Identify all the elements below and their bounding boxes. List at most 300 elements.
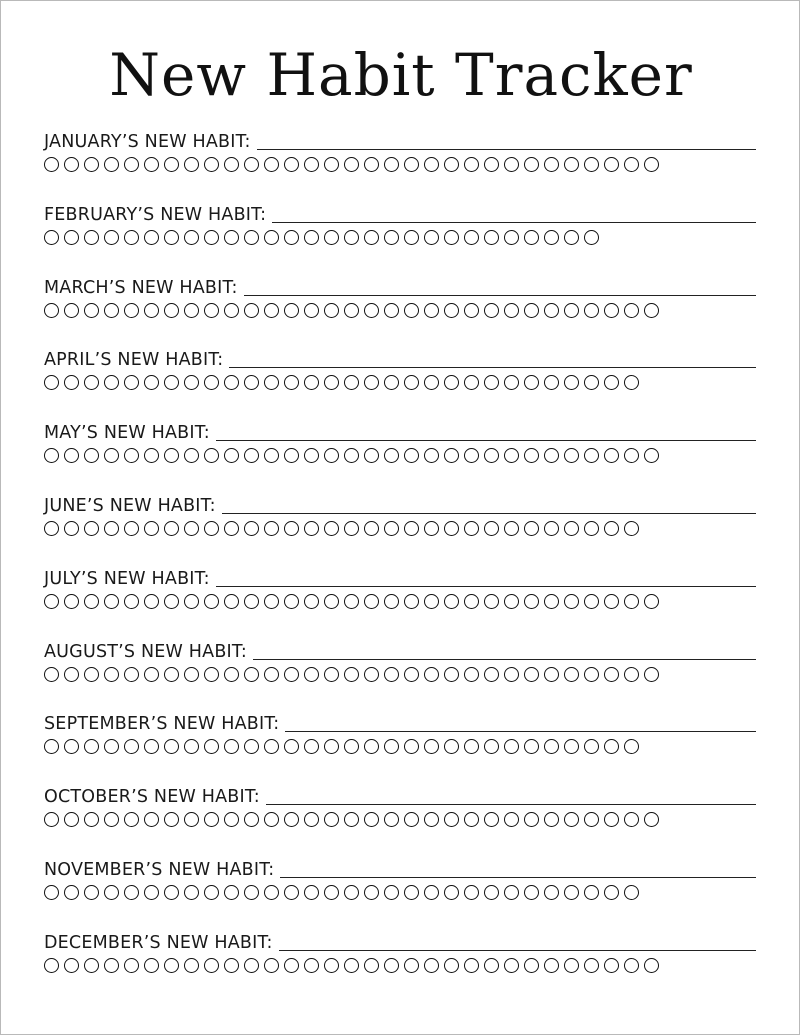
day-circle[interactable] xyxy=(564,958,579,973)
day-circle[interactable] xyxy=(564,667,579,682)
day-circle[interactable] xyxy=(324,739,339,754)
day-circle[interactable] xyxy=(324,885,339,900)
day-circle[interactable] xyxy=(244,667,259,682)
day-circle[interactable] xyxy=(364,157,379,172)
day-circle[interactable] xyxy=(424,594,439,609)
day-circle[interactable] xyxy=(304,230,319,245)
day-circle[interactable] xyxy=(464,303,479,318)
day-circle[interactable] xyxy=(624,521,639,536)
day-circle[interactable] xyxy=(364,303,379,318)
day-circle[interactable] xyxy=(124,303,139,318)
day-circle[interactable] xyxy=(264,521,279,536)
day-circle[interactable] xyxy=(44,958,59,973)
day-circle[interactable] xyxy=(124,157,139,172)
day-circle[interactable] xyxy=(384,521,399,536)
day-circle[interactable] xyxy=(284,230,299,245)
day-circle[interactable] xyxy=(544,230,559,245)
day-circle[interactable] xyxy=(124,739,139,754)
day-circle[interactable] xyxy=(344,521,359,536)
day-circle[interactable] xyxy=(404,958,419,973)
day-circle[interactable] xyxy=(104,812,119,827)
day-circle[interactable] xyxy=(364,739,379,754)
day-circle[interactable] xyxy=(204,230,219,245)
day-circle[interactable] xyxy=(184,667,199,682)
day-circle[interactable] xyxy=(164,375,179,390)
day-circle[interactable] xyxy=(224,885,239,900)
day-circle[interactable] xyxy=(544,667,559,682)
day-circle[interactable] xyxy=(644,594,659,609)
day-circle[interactable] xyxy=(184,812,199,827)
day-circle[interactable] xyxy=(364,230,379,245)
day-circle[interactable] xyxy=(264,157,279,172)
day-circle[interactable] xyxy=(204,521,219,536)
day-circle[interactable] xyxy=(224,230,239,245)
day-circle[interactable] xyxy=(504,157,519,172)
day-circle[interactable] xyxy=(84,303,99,318)
habit-write-in-line[interactable] xyxy=(253,659,756,660)
day-circle[interactable] xyxy=(124,885,139,900)
day-circle[interactable] xyxy=(524,885,539,900)
day-circle[interactable] xyxy=(504,812,519,827)
day-circle[interactable] xyxy=(84,157,99,172)
day-circle[interactable] xyxy=(384,375,399,390)
day-circle[interactable] xyxy=(44,303,59,318)
day-circle[interactable] xyxy=(84,958,99,973)
day-circle[interactable] xyxy=(464,885,479,900)
day-circle[interactable] xyxy=(524,667,539,682)
day-circle[interactable] xyxy=(244,303,259,318)
day-circle[interactable] xyxy=(604,521,619,536)
day-circle[interactable] xyxy=(224,375,239,390)
day-circle[interactable] xyxy=(424,375,439,390)
day-circle[interactable] xyxy=(284,667,299,682)
day-circle[interactable] xyxy=(624,667,639,682)
day-circle[interactable] xyxy=(424,667,439,682)
day-circle[interactable] xyxy=(44,594,59,609)
day-circle[interactable] xyxy=(324,375,339,390)
day-circle[interactable] xyxy=(144,667,159,682)
day-circle[interactable] xyxy=(484,739,499,754)
day-circle[interactable] xyxy=(344,157,359,172)
day-circle[interactable] xyxy=(604,448,619,463)
day-circle[interactable] xyxy=(484,448,499,463)
day-circle[interactable] xyxy=(84,448,99,463)
day-circle[interactable] xyxy=(624,885,639,900)
day-circle[interactable] xyxy=(64,958,79,973)
day-circle[interactable] xyxy=(104,157,119,172)
day-circle[interactable] xyxy=(364,812,379,827)
day-circle[interactable] xyxy=(464,739,479,754)
day-circle[interactable] xyxy=(304,448,319,463)
day-circle[interactable] xyxy=(484,521,499,536)
day-circle[interactable] xyxy=(524,812,539,827)
day-circle[interactable] xyxy=(84,230,99,245)
day-circle[interactable] xyxy=(304,375,319,390)
day-circle[interactable] xyxy=(384,157,399,172)
day-circle[interactable] xyxy=(464,230,479,245)
day-circle[interactable] xyxy=(324,230,339,245)
day-circle[interactable] xyxy=(564,812,579,827)
day-circle[interactable] xyxy=(44,667,59,682)
day-circle[interactable] xyxy=(524,448,539,463)
day-circle[interactable] xyxy=(84,521,99,536)
day-circle[interactable] xyxy=(64,885,79,900)
day-circle[interactable] xyxy=(384,958,399,973)
day-circle[interactable] xyxy=(264,739,279,754)
day-circle[interactable] xyxy=(564,157,579,172)
day-circle[interactable] xyxy=(64,303,79,318)
day-circle[interactable] xyxy=(564,375,579,390)
day-circle[interactable] xyxy=(264,230,279,245)
day-circle[interactable] xyxy=(184,739,199,754)
day-circle[interactable] xyxy=(584,448,599,463)
day-circle[interactable] xyxy=(644,157,659,172)
day-circle[interactable] xyxy=(524,230,539,245)
day-circle[interactable] xyxy=(544,885,559,900)
day-circle[interactable] xyxy=(444,594,459,609)
day-circle[interactable] xyxy=(224,594,239,609)
day-circle[interactable] xyxy=(564,885,579,900)
day-circle[interactable] xyxy=(324,958,339,973)
day-circle[interactable] xyxy=(644,448,659,463)
day-circle[interactable] xyxy=(444,667,459,682)
day-circle[interactable] xyxy=(404,739,419,754)
day-circle[interactable] xyxy=(344,739,359,754)
day-circle[interactable] xyxy=(184,230,199,245)
day-circle[interactable] xyxy=(304,594,319,609)
day-circle[interactable] xyxy=(504,885,519,900)
day-circle[interactable] xyxy=(444,157,459,172)
day-circle[interactable] xyxy=(484,885,499,900)
day-circle[interactable] xyxy=(244,230,259,245)
day-circle[interactable] xyxy=(144,303,159,318)
day-circle[interactable] xyxy=(404,667,419,682)
day-circle[interactable] xyxy=(104,594,119,609)
day-circle[interactable] xyxy=(504,375,519,390)
day-circle[interactable] xyxy=(324,157,339,172)
day-circle[interactable] xyxy=(164,958,179,973)
habit-write-in-line[interactable] xyxy=(216,440,756,441)
day-circle[interactable] xyxy=(384,812,399,827)
day-circle[interactable] xyxy=(244,885,259,900)
day-circle[interactable] xyxy=(644,667,659,682)
day-circle[interactable] xyxy=(264,448,279,463)
day-circle[interactable] xyxy=(444,812,459,827)
day-circle[interactable] xyxy=(144,812,159,827)
day-circle[interactable] xyxy=(504,448,519,463)
day-circle[interactable] xyxy=(284,303,299,318)
day-circle[interactable] xyxy=(244,594,259,609)
day-circle[interactable] xyxy=(424,157,439,172)
day-circle[interactable] xyxy=(104,739,119,754)
day-circle[interactable] xyxy=(584,521,599,536)
day-circle[interactable] xyxy=(424,885,439,900)
day-circle[interactable] xyxy=(344,667,359,682)
day-circle[interactable] xyxy=(624,958,639,973)
day-circle[interactable] xyxy=(464,157,479,172)
day-circle[interactable] xyxy=(44,521,59,536)
day-circle[interactable] xyxy=(164,812,179,827)
day-circle[interactable] xyxy=(544,594,559,609)
day-circle[interactable] xyxy=(444,521,459,536)
day-circle[interactable] xyxy=(504,958,519,973)
day-circle[interactable] xyxy=(604,594,619,609)
day-circle[interactable] xyxy=(464,594,479,609)
day-circle[interactable] xyxy=(524,594,539,609)
day-circle[interactable] xyxy=(424,812,439,827)
day-circle[interactable] xyxy=(444,375,459,390)
day-circle[interactable] xyxy=(104,230,119,245)
day-circle[interactable] xyxy=(304,739,319,754)
day-circle[interactable] xyxy=(544,448,559,463)
habit-write-in-line[interactable] xyxy=(222,513,756,514)
day-circle[interactable] xyxy=(424,448,439,463)
day-circle[interactable] xyxy=(364,375,379,390)
day-circle[interactable] xyxy=(384,230,399,245)
day-circle[interactable] xyxy=(404,157,419,172)
day-circle[interactable] xyxy=(484,958,499,973)
day-circle[interactable] xyxy=(144,375,159,390)
day-circle[interactable] xyxy=(104,958,119,973)
day-circle[interactable] xyxy=(144,521,159,536)
day-circle[interactable] xyxy=(624,375,639,390)
day-circle[interactable] xyxy=(564,230,579,245)
day-circle[interactable] xyxy=(584,375,599,390)
day-circle[interactable] xyxy=(624,448,639,463)
day-circle[interactable] xyxy=(424,958,439,973)
day-circle[interactable] xyxy=(84,812,99,827)
day-circle[interactable] xyxy=(624,303,639,318)
day-circle[interactable] xyxy=(324,812,339,827)
day-circle[interactable] xyxy=(444,303,459,318)
day-circle[interactable] xyxy=(464,521,479,536)
day-circle[interactable] xyxy=(504,521,519,536)
day-circle[interactable] xyxy=(524,521,539,536)
day-circle[interactable] xyxy=(344,375,359,390)
day-circle[interactable] xyxy=(404,448,419,463)
day-circle[interactable] xyxy=(64,230,79,245)
day-circle[interactable] xyxy=(604,812,619,827)
day-circle[interactable] xyxy=(244,157,259,172)
day-circle[interactable] xyxy=(64,667,79,682)
day-circle[interactable] xyxy=(244,812,259,827)
day-circle[interactable] xyxy=(304,521,319,536)
habit-write-in-line[interactable] xyxy=(216,586,756,587)
day-circle[interactable] xyxy=(304,812,319,827)
day-circle[interactable] xyxy=(344,958,359,973)
day-circle[interactable] xyxy=(344,230,359,245)
day-circle[interactable] xyxy=(44,157,59,172)
habit-write-in-line[interactable] xyxy=(266,804,756,805)
day-circle[interactable] xyxy=(44,812,59,827)
day-circle[interactable] xyxy=(524,958,539,973)
day-circle[interactable] xyxy=(364,885,379,900)
day-circle[interactable] xyxy=(204,958,219,973)
day-circle[interactable] xyxy=(64,157,79,172)
day-circle[interactable] xyxy=(504,667,519,682)
day-circle[interactable] xyxy=(284,812,299,827)
day-circle[interactable] xyxy=(344,885,359,900)
day-circle[interactable] xyxy=(404,812,419,827)
day-circle[interactable] xyxy=(244,739,259,754)
day-circle[interactable] xyxy=(284,448,299,463)
day-circle[interactable] xyxy=(64,594,79,609)
day-circle[interactable] xyxy=(324,521,339,536)
day-circle[interactable] xyxy=(184,958,199,973)
day-circle[interactable] xyxy=(344,448,359,463)
day-circle[interactable] xyxy=(84,739,99,754)
day-circle[interactable] xyxy=(544,303,559,318)
day-circle[interactable] xyxy=(284,521,299,536)
day-circle[interactable] xyxy=(644,812,659,827)
day-circle[interactable] xyxy=(564,594,579,609)
day-circle[interactable] xyxy=(524,375,539,390)
day-circle[interactable] xyxy=(564,521,579,536)
day-circle[interactable] xyxy=(204,157,219,172)
day-circle[interactable] xyxy=(464,812,479,827)
day-circle[interactable] xyxy=(144,594,159,609)
day-circle[interactable] xyxy=(44,885,59,900)
day-circle[interactable] xyxy=(104,375,119,390)
day-circle[interactable] xyxy=(404,230,419,245)
day-circle[interactable] xyxy=(544,739,559,754)
day-circle[interactable] xyxy=(644,303,659,318)
day-circle[interactable] xyxy=(144,885,159,900)
day-circle[interactable] xyxy=(484,375,499,390)
day-circle[interactable] xyxy=(444,739,459,754)
day-circle[interactable] xyxy=(264,667,279,682)
day-circle[interactable] xyxy=(284,157,299,172)
day-circle[interactable] xyxy=(104,448,119,463)
day-circle[interactable] xyxy=(384,448,399,463)
day-circle[interactable] xyxy=(504,303,519,318)
day-circle[interactable] xyxy=(204,885,219,900)
day-circle[interactable] xyxy=(584,594,599,609)
day-circle[interactable] xyxy=(384,667,399,682)
day-circle[interactable] xyxy=(84,667,99,682)
day-circle[interactable] xyxy=(224,448,239,463)
day-circle[interactable] xyxy=(264,375,279,390)
day-circle[interactable] xyxy=(364,448,379,463)
day-circle[interactable] xyxy=(64,375,79,390)
day-circle[interactable] xyxy=(204,812,219,827)
day-circle[interactable] xyxy=(584,812,599,827)
day-circle[interactable] xyxy=(524,739,539,754)
day-circle[interactable] xyxy=(304,303,319,318)
day-circle[interactable] xyxy=(264,958,279,973)
day-circle[interactable] xyxy=(584,157,599,172)
day-circle[interactable] xyxy=(284,594,299,609)
day-circle[interactable] xyxy=(304,667,319,682)
day-circle[interactable] xyxy=(364,594,379,609)
day-circle[interactable] xyxy=(244,448,259,463)
day-circle[interactable] xyxy=(124,448,139,463)
day-circle[interactable] xyxy=(84,594,99,609)
day-circle[interactable] xyxy=(604,375,619,390)
day-circle[interactable] xyxy=(224,521,239,536)
habit-write-in-line[interactable] xyxy=(272,222,756,223)
day-circle[interactable] xyxy=(564,448,579,463)
day-circle[interactable] xyxy=(184,375,199,390)
day-circle[interactable] xyxy=(484,157,499,172)
day-circle[interactable] xyxy=(484,303,499,318)
day-circle[interactable] xyxy=(504,230,519,245)
day-circle[interactable] xyxy=(224,958,239,973)
day-circle[interactable] xyxy=(324,448,339,463)
day-circle[interactable] xyxy=(124,375,139,390)
day-circle[interactable] xyxy=(164,303,179,318)
day-circle[interactable] xyxy=(324,303,339,318)
day-circle[interactable] xyxy=(404,521,419,536)
day-circle[interactable] xyxy=(184,885,199,900)
day-circle[interactable] xyxy=(64,448,79,463)
day-circle[interactable] xyxy=(164,594,179,609)
day-circle[interactable] xyxy=(424,739,439,754)
day-circle[interactable] xyxy=(404,303,419,318)
day-circle[interactable] xyxy=(204,594,219,609)
day-circle[interactable] xyxy=(204,448,219,463)
day-circle[interactable] xyxy=(524,157,539,172)
day-circle[interactable] xyxy=(64,521,79,536)
day-circle[interactable] xyxy=(164,739,179,754)
day-circle[interactable] xyxy=(204,667,219,682)
day-circle[interactable] xyxy=(464,375,479,390)
day-circle[interactable] xyxy=(304,958,319,973)
day-circle[interactable] xyxy=(64,812,79,827)
day-circle[interactable] xyxy=(184,594,199,609)
day-circle[interactable] xyxy=(484,594,499,609)
day-circle[interactable] xyxy=(264,303,279,318)
day-circle[interactable] xyxy=(164,157,179,172)
day-circle[interactable] xyxy=(104,521,119,536)
day-circle[interactable] xyxy=(584,739,599,754)
day-circle[interactable] xyxy=(84,885,99,900)
day-circle[interactable] xyxy=(604,303,619,318)
day-circle[interactable] xyxy=(164,885,179,900)
day-circle[interactable] xyxy=(204,739,219,754)
day-circle[interactable] xyxy=(164,448,179,463)
day-circle[interactable] xyxy=(84,375,99,390)
day-circle[interactable] xyxy=(624,594,639,609)
day-circle[interactable] xyxy=(464,667,479,682)
day-circle[interactable] xyxy=(404,375,419,390)
day-circle[interactable] xyxy=(144,157,159,172)
day-circle[interactable] xyxy=(144,739,159,754)
day-circle[interactable] xyxy=(124,812,139,827)
day-circle[interactable] xyxy=(384,594,399,609)
day-circle[interactable] xyxy=(504,594,519,609)
day-circle[interactable] xyxy=(324,667,339,682)
day-circle[interactable] xyxy=(124,667,139,682)
day-circle[interactable] xyxy=(464,448,479,463)
day-circle[interactable] xyxy=(264,594,279,609)
day-circle[interactable] xyxy=(344,812,359,827)
day-circle[interactable] xyxy=(224,812,239,827)
day-circle[interactable] xyxy=(224,739,239,754)
day-circle[interactable] xyxy=(224,303,239,318)
day-circle[interactable] xyxy=(424,230,439,245)
day-circle[interactable] xyxy=(204,303,219,318)
day-circle[interactable] xyxy=(424,303,439,318)
day-circle[interactable] xyxy=(304,157,319,172)
day-circle[interactable] xyxy=(584,667,599,682)
day-circle[interactable] xyxy=(364,958,379,973)
day-circle[interactable] xyxy=(424,521,439,536)
day-circle[interactable] xyxy=(344,594,359,609)
day-circle[interactable] xyxy=(164,230,179,245)
day-circle[interactable] xyxy=(324,594,339,609)
day-circle[interactable] xyxy=(144,230,159,245)
